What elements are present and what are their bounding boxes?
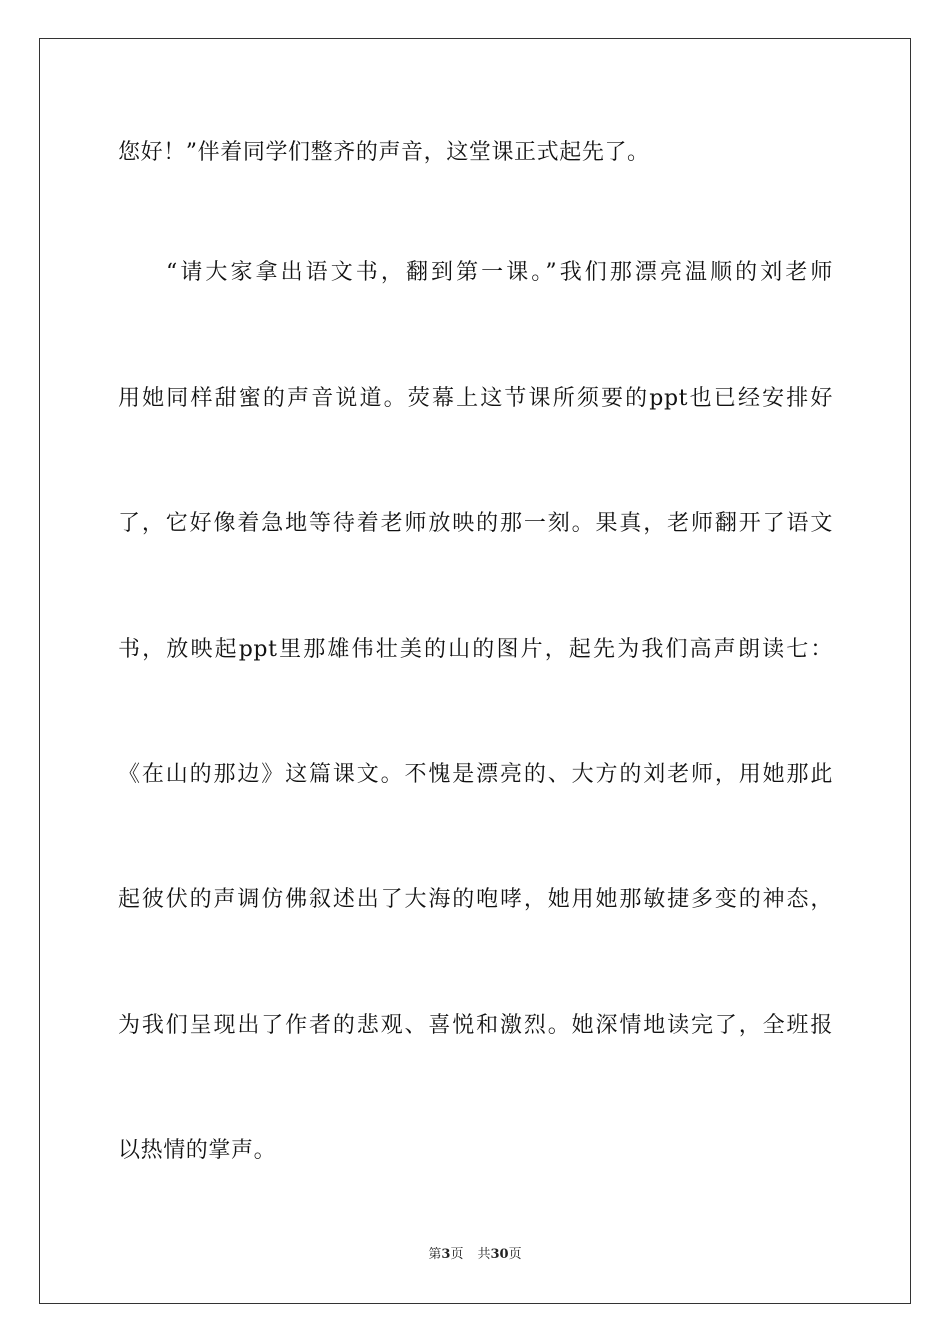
page-footer (0, 1246, 950, 1264)
paragraph-line-9: 以热情的掌声。 (118, 1138, 277, 1163)
footer-total-prefix: 共 (477, 1247, 491, 1262)
paragraph-line-7: 起彼伏的声调仿佛叙述出了大海的咆哮，她用她那敏捷多变的神态， (118, 887, 833, 912)
page-border (39, 38, 911, 1304)
paragraph-line-4: 了，它好像着急地等待着老师放映的那一刻。果真，老师翻开了语文 (118, 511, 833, 536)
footer-page-total: 30 (490, 1247, 509, 1262)
footer-page-prefix: 第 (428, 1247, 442, 1262)
footer-page-suffix: 页 (450, 1247, 464, 1262)
footer-total-suffix: 页 (508, 1247, 522, 1262)
paragraph-line-1: 您好！”伴着同学们整齐的声音，这堂课正式起先了。 (118, 140, 650, 165)
paragraph-line-5: 书，放映起ppt里那雄伟壮美的山的图片，起先为我们高声朗读七： (118, 637, 833, 662)
paragraph-line-6: 《在山的那边》这篇课文。不愧是漂亮的、大方的刘老师，用她那此 (118, 762, 833, 787)
paragraph-line-3: 用她同样甜蜜的声音说道。荧幕上这节课所须要的ppt也已经安排好 (118, 386, 833, 411)
paragraph-line-8: 为我们呈现出了作者的悲观、喜悦和激烈。她深情地读完了，全班报 (118, 1013, 833, 1038)
paragraph-line-2: “请大家拿出语文书，翻到第一课。”我们那漂亮温顺的刘老师 (166, 260, 833, 285)
footer-page-current: 3 (441, 1247, 451, 1262)
